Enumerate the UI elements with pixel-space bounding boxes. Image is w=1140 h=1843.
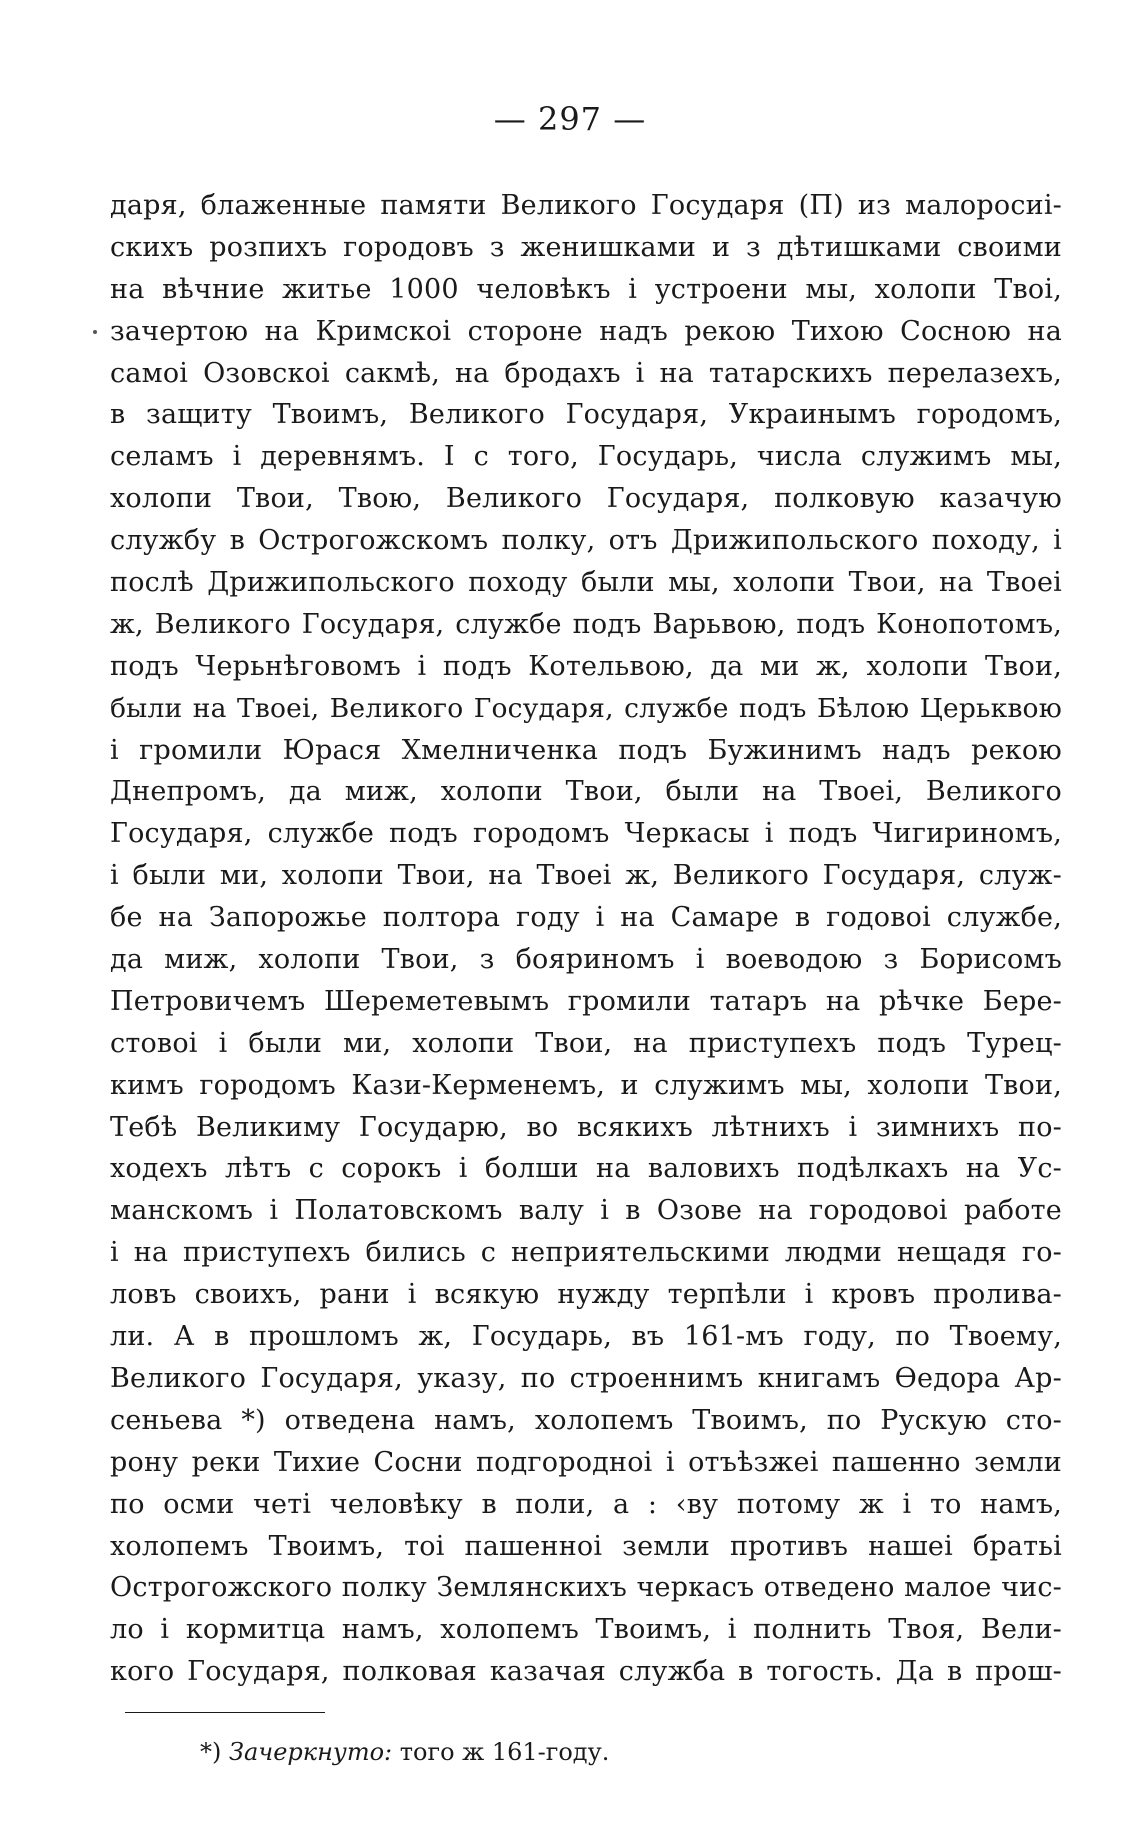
text-line: подъ Черьнѣговомъ і подъ Котельвою, да ми ж, холопи Твои, [110,650,1062,682]
body-text [110,185,1062,1693]
text-line: Государя, службе подъ городомъ Черкасы і подъ Чигириномъ, [110,818,1062,850]
margin-mark [93,330,97,334]
text-line: ловъ своихъ, рани і всякую нужду терпѣли і кровъ пролива- [110,1279,1062,1311]
text-line: даря, блаженные памяти Великого Государя (П) из малоросиі- [110,190,1062,221]
text-line: по осми четі человѣку в поли, а : ‹ву потому ж і то намъ, [110,1488,1062,1520]
text-line: послѣ Дрижипольского походу были мы, холопи Твои, на Твоеі [110,567,1062,599]
text-line: Острогожского полку Землянскихъ черкасъ отведено малое чис- [110,1572,1062,1604]
footnote-divider [125,1712,325,1713]
text-line: Петровичемъ Шереметевымъ громили татаръ на рѣчке Бере- [110,985,1062,1017]
footnote-marker: *) [200,1738,222,1766]
text-line: службу в Острогожскомъ полку, отъ Дрижипольского походу, і [110,525,1062,557]
text-line: селамъ і деревнямъ. I с того, Государь, числа служимъ мы, [110,441,1062,473]
text-line: на вѣчние житье 1000 человѣкъ і устроени мы, холопи Твоі, [110,273,1062,305]
text-line: стовоі і были ми, холопи Твои, на приступехъ подъ Турец- [110,1027,1062,1059]
footnote-text: того ж 161-году. [399,1738,610,1766]
text-line: зачертою на Кримскоі стороне надъ рекою Тихою Сосною на [110,315,1062,347]
text-line: і были ми, холопи Твои, на Твоеі ж, Великого Государя, служ- [110,860,1062,892]
footnote [200,1738,609,1766]
text-line: ли. А в прошломъ ж, Государь, въ 161-мъ году, по Твоему, [110,1321,1062,1353]
text-line: в защиту Твоимъ, Великого Государя, Украинымъ городомъ, [110,399,1062,431]
text-line: ж, Великого Государя, службе подъ Варьвою, подъ Конопотомъ, [110,608,1062,640]
text-line: самоі Озовскоі сакмѣ, на бродахъ і на татарскихъ перелазехъ, [110,357,1062,389]
text-line: бе на Запорожье полтора году і на Самаре в годовоі службе, [110,902,1062,934]
page-number: — 297 — [493,100,647,138]
text-line: Великого Государя, указу, по строеннимъ книгамъ Ѳедора Ар- [110,1362,1062,1394]
text-line: рону реки Тихие Сосни подгородноі і отъѣзжеі пашенно земли [110,1446,1062,1478]
text-line: Тебѣ Великиму Государю, во всякихъ лѣтнихъ і зимнихъ по- [110,1111,1062,1143]
text-line: і громили Юрася Хмелниченка подъ Бужинимъ надъ рекою [110,734,1062,766]
text-line: сеньева *) отведена намъ, холопемъ Твоимъ, по Рускую сто- [110,1404,1062,1436]
text-line: холопи Твои, Твою, Великого Государя, полковую казачую [110,483,1062,515]
text-line: манскомъ і Полатовскомъ валу і в Озове на городовоі работе [110,1195,1062,1227]
text-line: ходехъ лѣтъ с сорокъ і болши на валовихъ подѣлкахъ на Ус- [110,1153,1062,1185]
text-line: скихъ розпихъ городовъ з женишками и з дѣтишками своими [110,231,1062,263]
text-line: і на приступехъ бились с неприятельскими людми нещадя го- [110,1237,1062,1269]
text-line: да миж, холопи Твои, з бояриномъ і воеводою з Борисомъ [110,944,1062,976]
text-line: кимъ городомъ Кази-Керменемъ, и служимъ мы, холопи Твои, [110,1069,1062,1101]
text-line: Днепромъ, да миж, холопи Твои, были на Твоеі, Великого [110,776,1062,808]
text-line: холопемъ Твоимъ, тоі пашенноі земли противъ нашеі братьі [110,1530,1062,1562]
text-line: были на Твоеі, Великого Государя, службе подъ Бѣлою Церьквою [110,692,1062,724]
footnote-label: Зачеркнуто: [229,1738,393,1766]
text-line: ло і кормитца намъ, холопемъ Твоимъ, і полнить Твоя, Вели- [110,1614,1062,1646]
text-line: кого Государя, полковая казачая служба в тогость. Да в прош- [110,1656,1062,1688]
